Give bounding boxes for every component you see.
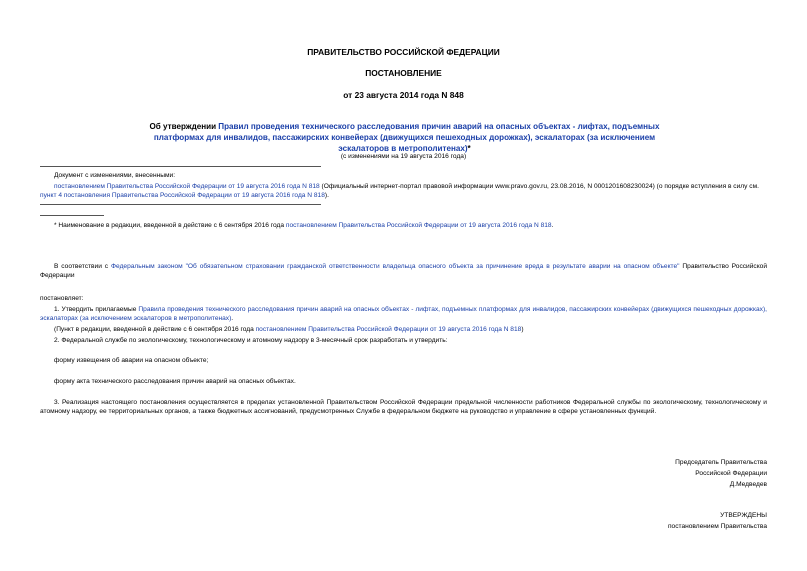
document-kind: ПОСТАНОВЛЕНИЕ	[365, 68, 442, 78]
note-link[interactable]: постановлением Правительства Российской Федерации от 19 августа 2016 года N 818	[255, 326, 522, 333]
document-title	[130, 121, 679, 154]
title-link[interactable]: Правил проведения технического расследования причин аварий на опасных объектах - лифтах, подъемных платформах для инвалидов, пассажирских конвейерах (движущихся пешеходных дорожках), эскалаторах (за исключением эскалаторов в метрополитенах)	[153, 122, 660, 153]
paragraph-1-text-b: .	[231, 315, 234, 323]
federal-law-link[interactable]: Федеральным законом "Об обязательном страховании гражданской ответственности владельца опасного объекта за причинение вреда в результате аварии на опасном объекте"	[111, 263, 680, 270]
note-text-b: )	[521, 326, 524, 333]
footnote-end: .	[551, 222, 554, 229]
paragraph-2-item-1: форму извещения об аварии на опасном объекте;	[54, 357, 209, 364]
paragraph-3: 3. Реализация настоящего постановления осуществляется в пределах установленной Правительством Российской Федерации предельной численности работников Федеральной службы по экологическому, технологическому и атомному надзору, ее территориальных органов, а также бюджетных ассигнований, предусмотренных Службе в федеральном бюджете на руководство и управление в сфере установленных функций.	[40, 399, 767, 416]
paragraph-1-note	[54, 325, 767, 334]
revision-note: (с изменениями на 19 августа 2016 года)	[340, 153, 467, 160]
signature-title: Председатель Правительства	[675, 459, 767, 466]
footnote-link[interactable]: постановлением Правительства Российской Федерации от 19 августа 2016 года N 818	[285, 222, 552, 229]
document-date: от 23 августа 2014 года N 848	[343, 90, 464, 100]
changes-text-2: ).	[324, 192, 329, 200]
approved-heading: УТВЕРЖДЕНЫ	[720, 512, 767, 519]
preamble-text-a: В соответствии с	[54, 263, 112, 270]
rules-link[interactable]: Правила проведения технического расследования причин аварий на опасных объектах - лифтах, подъемных платформах для инвалидов, пассажирских конвейерах (движущихся пешеходных дорожках), эскалаторах (за исключением эскалаторов в метрополитенах)	[40, 306, 767, 323]
signature-name: Д.Медведев	[729, 481, 767, 488]
changes-text	[40, 182, 767, 201]
changes-link-point4[interactable]: пункт 4 постановления Правительства Российской Федерации от 19 августа 2016 года N 818	[40, 192, 325, 200]
approved-by: постановлением Правительства	[667, 523, 767, 530]
footnote-divider	[40, 215, 104, 216]
note-text-a: (Пункт в редакции, введенной в действие с 6 сентября 2016 года	[54, 326, 256, 333]
paragraph-1	[40, 305, 767, 324]
divider	[40, 204, 321, 205]
changes-text-1: (Официальный интернет-портал правовой информации www.pravo.gov.ru, 23.08.2016, N 0001201608230024) (о порядке вступления в силу см.	[319, 183, 759, 190]
title-suffix: *	[467, 144, 471, 153]
footnote-text: * Наименование в редакции, введенной в действие с 6 сентября 2016 года	[54, 222, 286, 229]
signature-org: Российской Федерации	[695, 470, 767, 477]
paragraph-1-text-a: 1. Утвердить прилагаемые	[54, 306, 139, 313]
paragraph-2: 2. Федеральной службе по экологическому, технологическому и атомному надзору в 3-месячный срок разработать и утвердить:	[54, 337, 448, 344]
preamble-text-b: Правительство Российской Федерации	[40, 263, 768, 280]
paragraph-2-item-2: форму акта технического расследования причин аварий на опасных объектах.	[54, 378, 296, 385]
changes-link-818[interactable]: постановлением Правительства Российской Федерации от 19 августа 2016 года N 818	[54, 183, 320, 190]
decrees-word: постановляет:	[40, 295, 84, 302]
footnote	[54, 221, 767, 230]
paragraph-preamble	[40, 262, 767, 281]
government-heading: ПРАВИТЕЛЬСТВО РОССИЙСКОЙ ФЕДЕРАЦИИ	[307, 47, 500, 57]
title-prefix: Об утверждении	[149, 122, 219, 131]
divider	[40, 166, 321, 167]
changes-intro: Документ с изменениями, внесенными:	[54, 172, 176, 179]
